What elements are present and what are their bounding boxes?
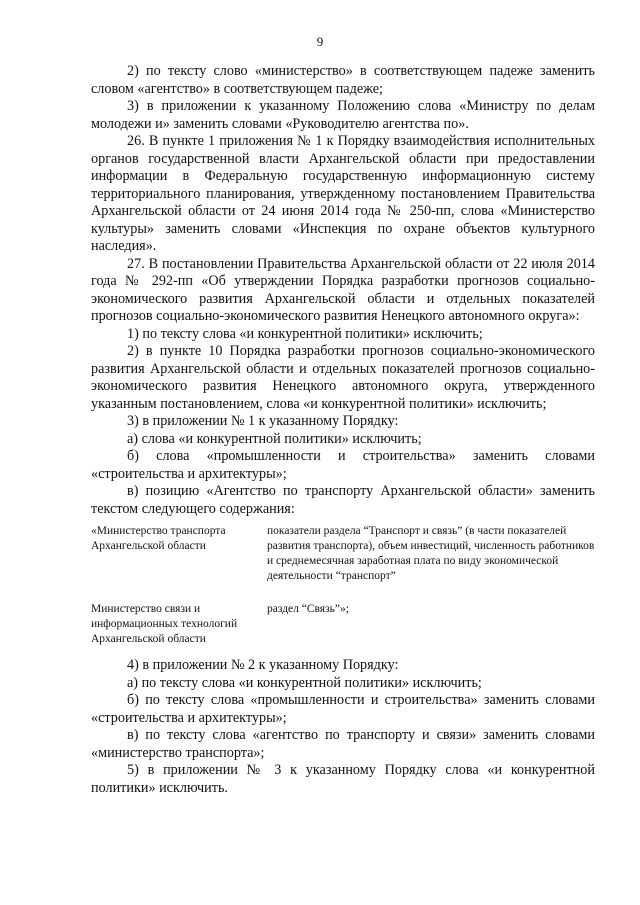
paragraph: 5) в приложении № 3 к указанному Порядку слова «и конкурентной политики» исключить.	[91, 762, 595, 796]
paragraph: а) по тексту слова «и конкурентной политики» исключить;	[127, 674, 482, 691]
paragraph: в) по тексту слова «агентство по транспорту и связи» заменить словами «министерство транспорта»;	[91, 727, 595, 761]
paragraph: 3) в приложении № 1 к указанному Порядку:	[127, 413, 399, 429]
table-row-spacer	[91, 584, 595, 602]
paragraph: в) позицию «Агентство по транспорту Архангельской области» заменить текстом следующего содержания:	[91, 483, 595, 517]
paragraph: 2) по тексту слово «министерство» в соответствующем падеже заменить словом «агентство» в соответствующем падеже;	[91, 63, 595, 97]
paragraph: 26. В пункте 1 приложения № 1 к Порядку взаимодействия исполнительных органов государственной власти Архангельской области при предоставлении информации в Федеральную государственную информационную систему территориального планирования, утвержденному постановлением Правительства Архангельской области от 24 июня 2014 года № 250-пп, слова «Министерство культуры» заменить словами «Инспекция по охране объектов культурного наследия».	[91, 133, 595, 254]
paragraph: 1) по тексту слова «и конкурентной политики» исключить;	[127, 325, 483, 342]
paragraph: 4) в приложении № 2 к указанному Порядку:	[127, 657, 399, 673]
paragraph: 27. В постановлении Правительства Архангельской области от 22 июля 2014 года № 292-пп «Об утверждении Порядка разработки прогнозов социально-экономического развития Архангельской области и отдельных показателей прогнозов социально-экономического развития Ненецкого автономного округа»:	[91, 255, 595, 324]
table-cell-indicators: показатели раздела “Транспорт и связь” (в части показателей развития транспорта), объем инвестиций, численность работников и среднемесячная заработная плата по виду экономической деятельности “транспорт”	[267, 525, 595, 582]
table-cell-ministry: Министерство связи и информационных технологий Архангельской области	[91, 603, 238, 645]
paragraph: 3) в приложении к указанному Положению слова «Министру по делам молодежи и» заменить словами «Руководителю агентства по».	[91, 98, 595, 132]
table-cell-indicators: раздел “Связь”»;	[267, 603, 349, 615]
page-number: 9	[316, 34, 324, 49]
paragraph: б) слова «промышленности и строительства» заменить словами «строительства и архитектуры»;	[91, 448, 595, 482]
replacement-table	[91, 524, 595, 647]
paragraph: б) по тексту слова «промышленности и строительства» заменить словами «строительства и архитектуры»;	[91, 692, 595, 726]
paragraph: 2) в пункте 10 Порядка разработки прогнозов социально-экономического развития Архангельской области и отдельных показателей прогнозов социально-экономического развития Ненецкого автономного округа, утвержденного указанным постановлением, слова «и конкурентной политики» исключить;	[91, 343, 595, 412]
table-cell-ministry: «Министерство транспорта Архангельской области	[91, 525, 226, 552]
document-body	[91, 63, 595, 797]
paragraph: а) слова «и конкурентной политики» исключить;	[127, 430, 422, 447]
